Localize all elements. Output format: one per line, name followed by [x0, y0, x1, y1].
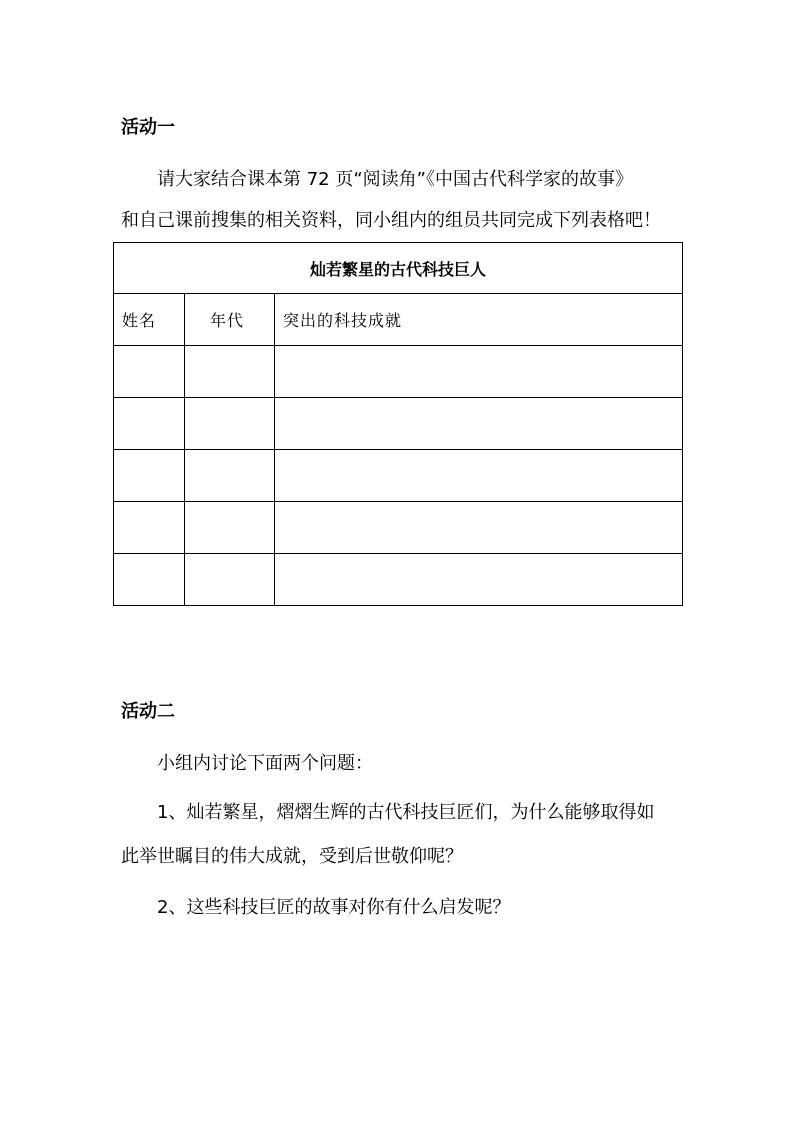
question-2: 2、这些科技巨匠的故事对你有什么启发呢？: [157, 897, 511, 918]
achievement-cell[interactable]: [275, 346, 683, 398]
name-cell[interactable]: [114, 450, 185, 502]
achievement-cell[interactable]: [275, 450, 683, 502]
era-cell[interactable]: [185, 346, 275, 398]
era-cell[interactable]: [185, 554, 275, 606]
column-header-name: 姓名: [114, 294, 185, 346]
achievement-cell[interactable]: [275, 398, 683, 450]
column-header-era: 年代: [185, 294, 275, 346]
table-row: [114, 346, 683, 398]
achievement-cell[interactable]: [275, 502, 683, 554]
name-cell[interactable]: [114, 346, 185, 398]
column-header-achievement: 突出的科技成就: [275, 294, 683, 346]
name-cell[interactable]: [114, 398, 185, 450]
table-row: [114, 398, 683, 450]
era-cell[interactable]: [185, 398, 275, 450]
table-caption-row: [114, 243, 683, 294]
activity-one-title: 活动一: [121, 117, 175, 138]
table-caption: 灿若繁星的古代科技巨人: [114, 243, 683, 294]
question-1-line-2: 此举世瞩目的伟大成就，受到后世敬仰呢？: [121, 846, 463, 867]
era-cell[interactable]: [185, 502, 275, 554]
table-row: [114, 502, 683, 554]
table-row: [114, 450, 683, 502]
activity-two-title: 活动二: [121, 701, 175, 722]
name-cell[interactable]: [114, 502, 185, 554]
activity-one-instruction-line-1: 请大家结合课本第 72 页“阅读角”《中国古代科学家的故事》: [157, 169, 633, 190]
question-1-line-1: 1、灿若繁星，熠熠生辉的古代科技巨匠们，为什么能够取得如: [157, 802, 655, 823]
table-header-row: [114, 294, 683, 346]
achievement-cell[interactable]: [275, 554, 683, 606]
scientists-table: [113, 242, 683, 606]
table-row: [114, 554, 683, 606]
name-cell[interactable]: [114, 554, 185, 606]
era-cell[interactable]: [185, 450, 275, 502]
activity-two-intro: 小组内讨论下面两个问题：: [157, 753, 373, 774]
activity-one-instruction-line-2: 和自己课前搜集的相关资料，同小组内的组员共同完成下列表格吧！: [121, 210, 661, 231]
